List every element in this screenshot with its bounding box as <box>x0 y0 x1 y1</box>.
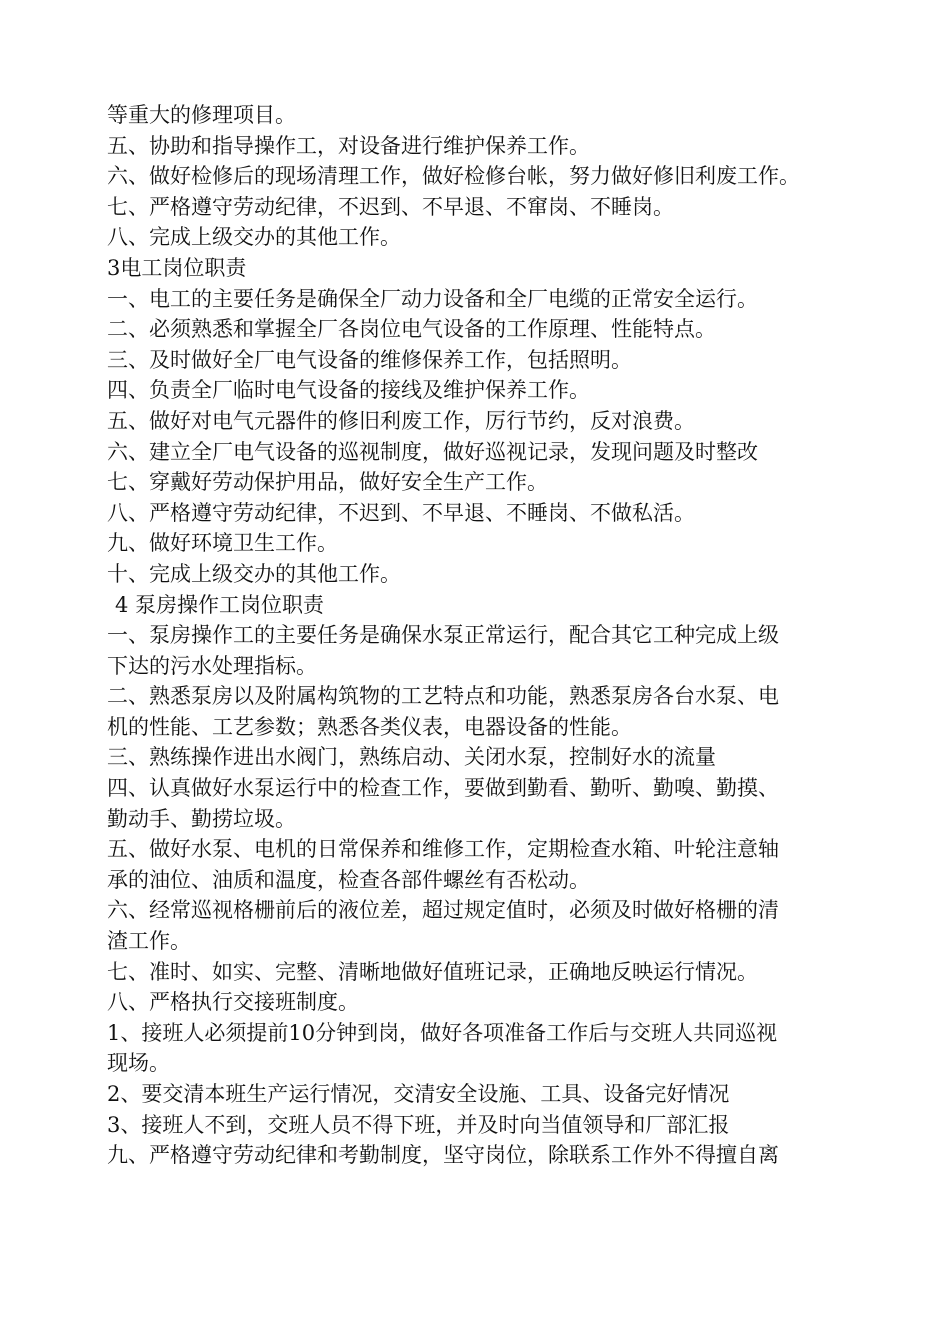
section-heading-pump-room: 4 泵房操作工岗位职责 <box>115 592 325 617</box>
text-line-8: 二、必须熟悉和掌握全厂各岗位电气设备的工作原理、性能特点。 <box>107 317 716 342</box>
text-line-14: 八、严格遵守劳动纪律，不迟到、不早退、不睡岗、不做私活。 <box>107 500 695 525</box>
text-line-3: 六、做好检修后的现场清理工作，做好检修台帐，努力做好修旧利废工作。 <box>107 164 800 189</box>
text-line-12: 六、建立全厂电气设备的巡视制度，做好巡视记录，发现问题及时整改 <box>107 439 758 464</box>
text-line-26: 承的油位、油质和温度，检查各部件螺丝有否松动。 <box>107 867 590 892</box>
text-line-33: 2、要交清本班生产运行情况，交清安全设施、工具、设备完好情况 <box>107 1082 730 1106</box>
text-line-32: 现场。 <box>107 1051 170 1076</box>
text-line-7: 一、电工的主要任务是确保全厂动力设备和全厂电缆的正常安全运行。 <box>107 286 758 311</box>
text-line-19: 下达的污水处理指标。 <box>107 653 317 678</box>
text-line-2: 五、协助和指导操作工，对设备进行维护保养工作。 <box>107 133 590 158</box>
text-line-16: 十、完成上级交办的其他工作。 <box>107 561 401 586</box>
text-line-25: 五、做好水泵、电机的日常保养和维修工作，定期检查水箱、叶轮注意轴 <box>107 837 779 862</box>
text-line-21: 机的性能、工艺参数；熟悉各类仪表，电器设备的性能。 <box>107 714 632 739</box>
text-line-11: 五、做好对电气元器件的修旧利废工作，厉行节约，反对浪费。 <box>107 408 695 433</box>
text-line-10: 四、负责全厂临时电气设备的接线及维护保养工作。 <box>107 378 590 403</box>
text-line-9: 三、及时做好全厂电气设备的维修保养工作，包括照明。 <box>107 347 632 372</box>
text-line-4: 七、严格遵守劳动纪律，不迟到、不早退、不窜岗、不睡岗。 <box>107 194 674 219</box>
text-line-34: 3、接班人不到，交班人员不得下班，并及时向当值领导和厂部汇报 <box>107 1112 730 1137</box>
text-line-5: 八、完成上级交办的其他工作。 <box>107 225 401 250</box>
text-line-23: 四、认真做好水泵运行中的检查工作，要做到勤看、勤听、勤嗅、勤摸、 <box>107 776 779 801</box>
text-line-31: 1、接班人必须提前10分钟到岗，做好各项准备工作后与交班人共同巡视 <box>107 1020 778 1045</box>
document-page <box>107 100 907 1171</box>
text-line-15: 九、做好环境卫生工作。 <box>107 531 338 556</box>
text-line-1: 等重大的修理项目。 <box>107 103 296 127</box>
text-line-28: 渣工作。 <box>107 929 191 954</box>
text-line-13: 七、穿戴好劳动保护用品，做好安全生产工作。 <box>107 470 548 495</box>
section-heading-electrician: 3电工岗位职责 <box>107 255 247 280</box>
text-line-29: 七、准时、如实、完整、清晰地做好值班记录，正确地反映运行情况。 <box>107 959 758 984</box>
text-line-30: 八、严格执行交接班制度。 <box>107 990 359 1015</box>
text-line-20: 二、熟悉泵房以及附属构筑物的工艺特点和功能，熟悉泵房各台水泵、电 <box>107 684 779 709</box>
text-line-27: 六、经常巡视格栅前后的液位差，超过规定值时，必须及时做好格栅的清 <box>107 898 779 923</box>
text-line-18: 一、泵房操作工的主要任务是确保水泵正常运行，配合其它工种完成上级 <box>107 623 779 648</box>
text-line-22: 三、熟练操作进出水阀门，熟练启动、关闭水泵，控制好水的流量 <box>107 745 716 770</box>
text-line-35: 九、严格遵守劳动纪律和考勤制度，坚守岗位，除联系工作外不得擅自离 <box>107 1143 779 1168</box>
text-line-24: 勤动手、勤捞垃圾。 <box>107 806 296 831</box>
